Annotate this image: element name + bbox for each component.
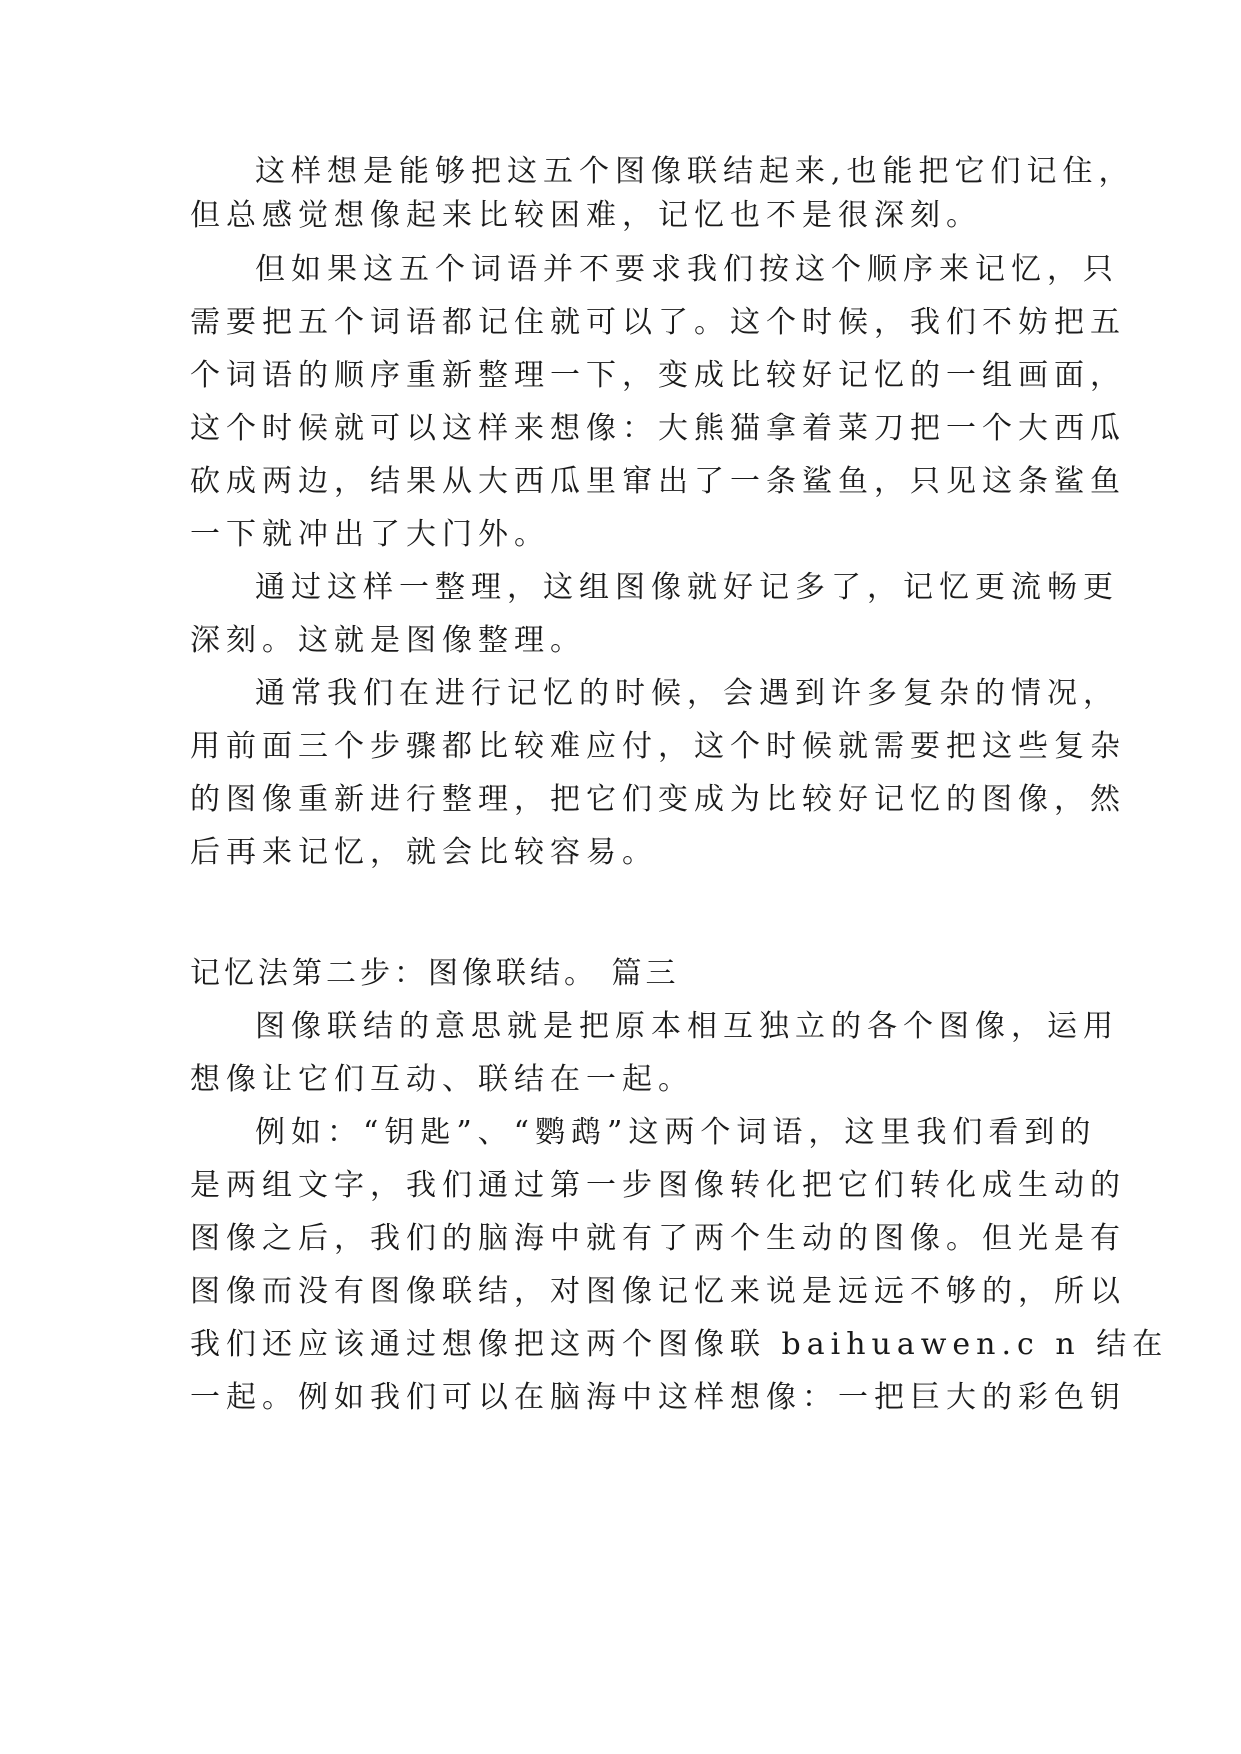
- section-heading: 记忆法第二步：图像联结。 篇三: [190, 956, 680, 991]
- paragraph-line: 的图像重新进行整理，把它们变成为比较好记忆的图像，然: [190, 782, 1126, 817]
- paragraph-line: 想像让它们互动、联结在一起。: [190, 1062, 694, 1097]
- paragraph-line: 需要把五个词语都记住就可以了。这个时候，我们不妨把五: [190, 305, 1126, 340]
- paragraph-line: 图像而没有图像联结，对图像记忆来说是远远不够的，所以: [190, 1274, 1126, 1309]
- paragraph-line: 这个时候就可以这样来想像：大熊猫拿着菜刀把一个大西瓜: [190, 411, 1126, 446]
- paragraph-line: 但总感觉想像起来比较困难，记忆也不是很深刻。: [190, 198, 982, 233]
- paragraph-line: 图像之后，我们的脑海中就有了两个生动的图像。但光是有: [190, 1221, 1126, 1256]
- paragraph-line: 是两组文字，我们通过第一步图像转化把它们转化成生动的: [190, 1168, 1126, 1203]
- paragraph-line: 通常我们在进行记忆的时候，会遇到许多复杂的情况，: [255, 676, 1119, 711]
- paragraph-line: 后再来记忆，就会比较容易。: [190, 835, 658, 870]
- paragraph-line: 用前面三个步骤都比较难应付，这个时候就需要把这些复杂: [190, 729, 1126, 764]
- paragraph-line: 一下就冲出了大门外。: [190, 517, 550, 552]
- paragraph-line: 砍成两边，结果从大西瓜里窜出了一条鲨鱼，只见这条鲨鱼: [190, 464, 1126, 499]
- paragraph-line: 一起。例如我们可以在脑海中这样想像：一把巨大的彩色钥: [190, 1380, 1126, 1415]
- paragraph-line: 个词语的顺序重新整理一下，变成比较好记忆的一组画面，: [190, 358, 1126, 393]
- paragraph-line: 我们还应该通过想像把这两个图像联 baihuawen.c n 结在: [190, 1327, 1169, 1362]
- paragraph-line: 但如果这五个词语并不要求我们按这个顺序来记忆，只: [255, 252, 1119, 287]
- paragraph-line: 例如：“钥匙”、“鹦鹉”这两个词语，这里我们看到的: [255, 1115, 1097, 1150]
- paragraph-line: 通过这样一整理，这组图像就好记多了，记忆更流畅更: [255, 570, 1119, 605]
- paragraph-line: 深刻。这就是图像整理。: [190, 623, 586, 658]
- paragraph-line: 这样想是能够把这五个图像联结起来,也能把它们记住，: [255, 154, 1135, 189]
- paragraph-line: 图像联结的意思就是把原本相互独立的各个图像，运用: [255, 1009, 1119, 1044]
